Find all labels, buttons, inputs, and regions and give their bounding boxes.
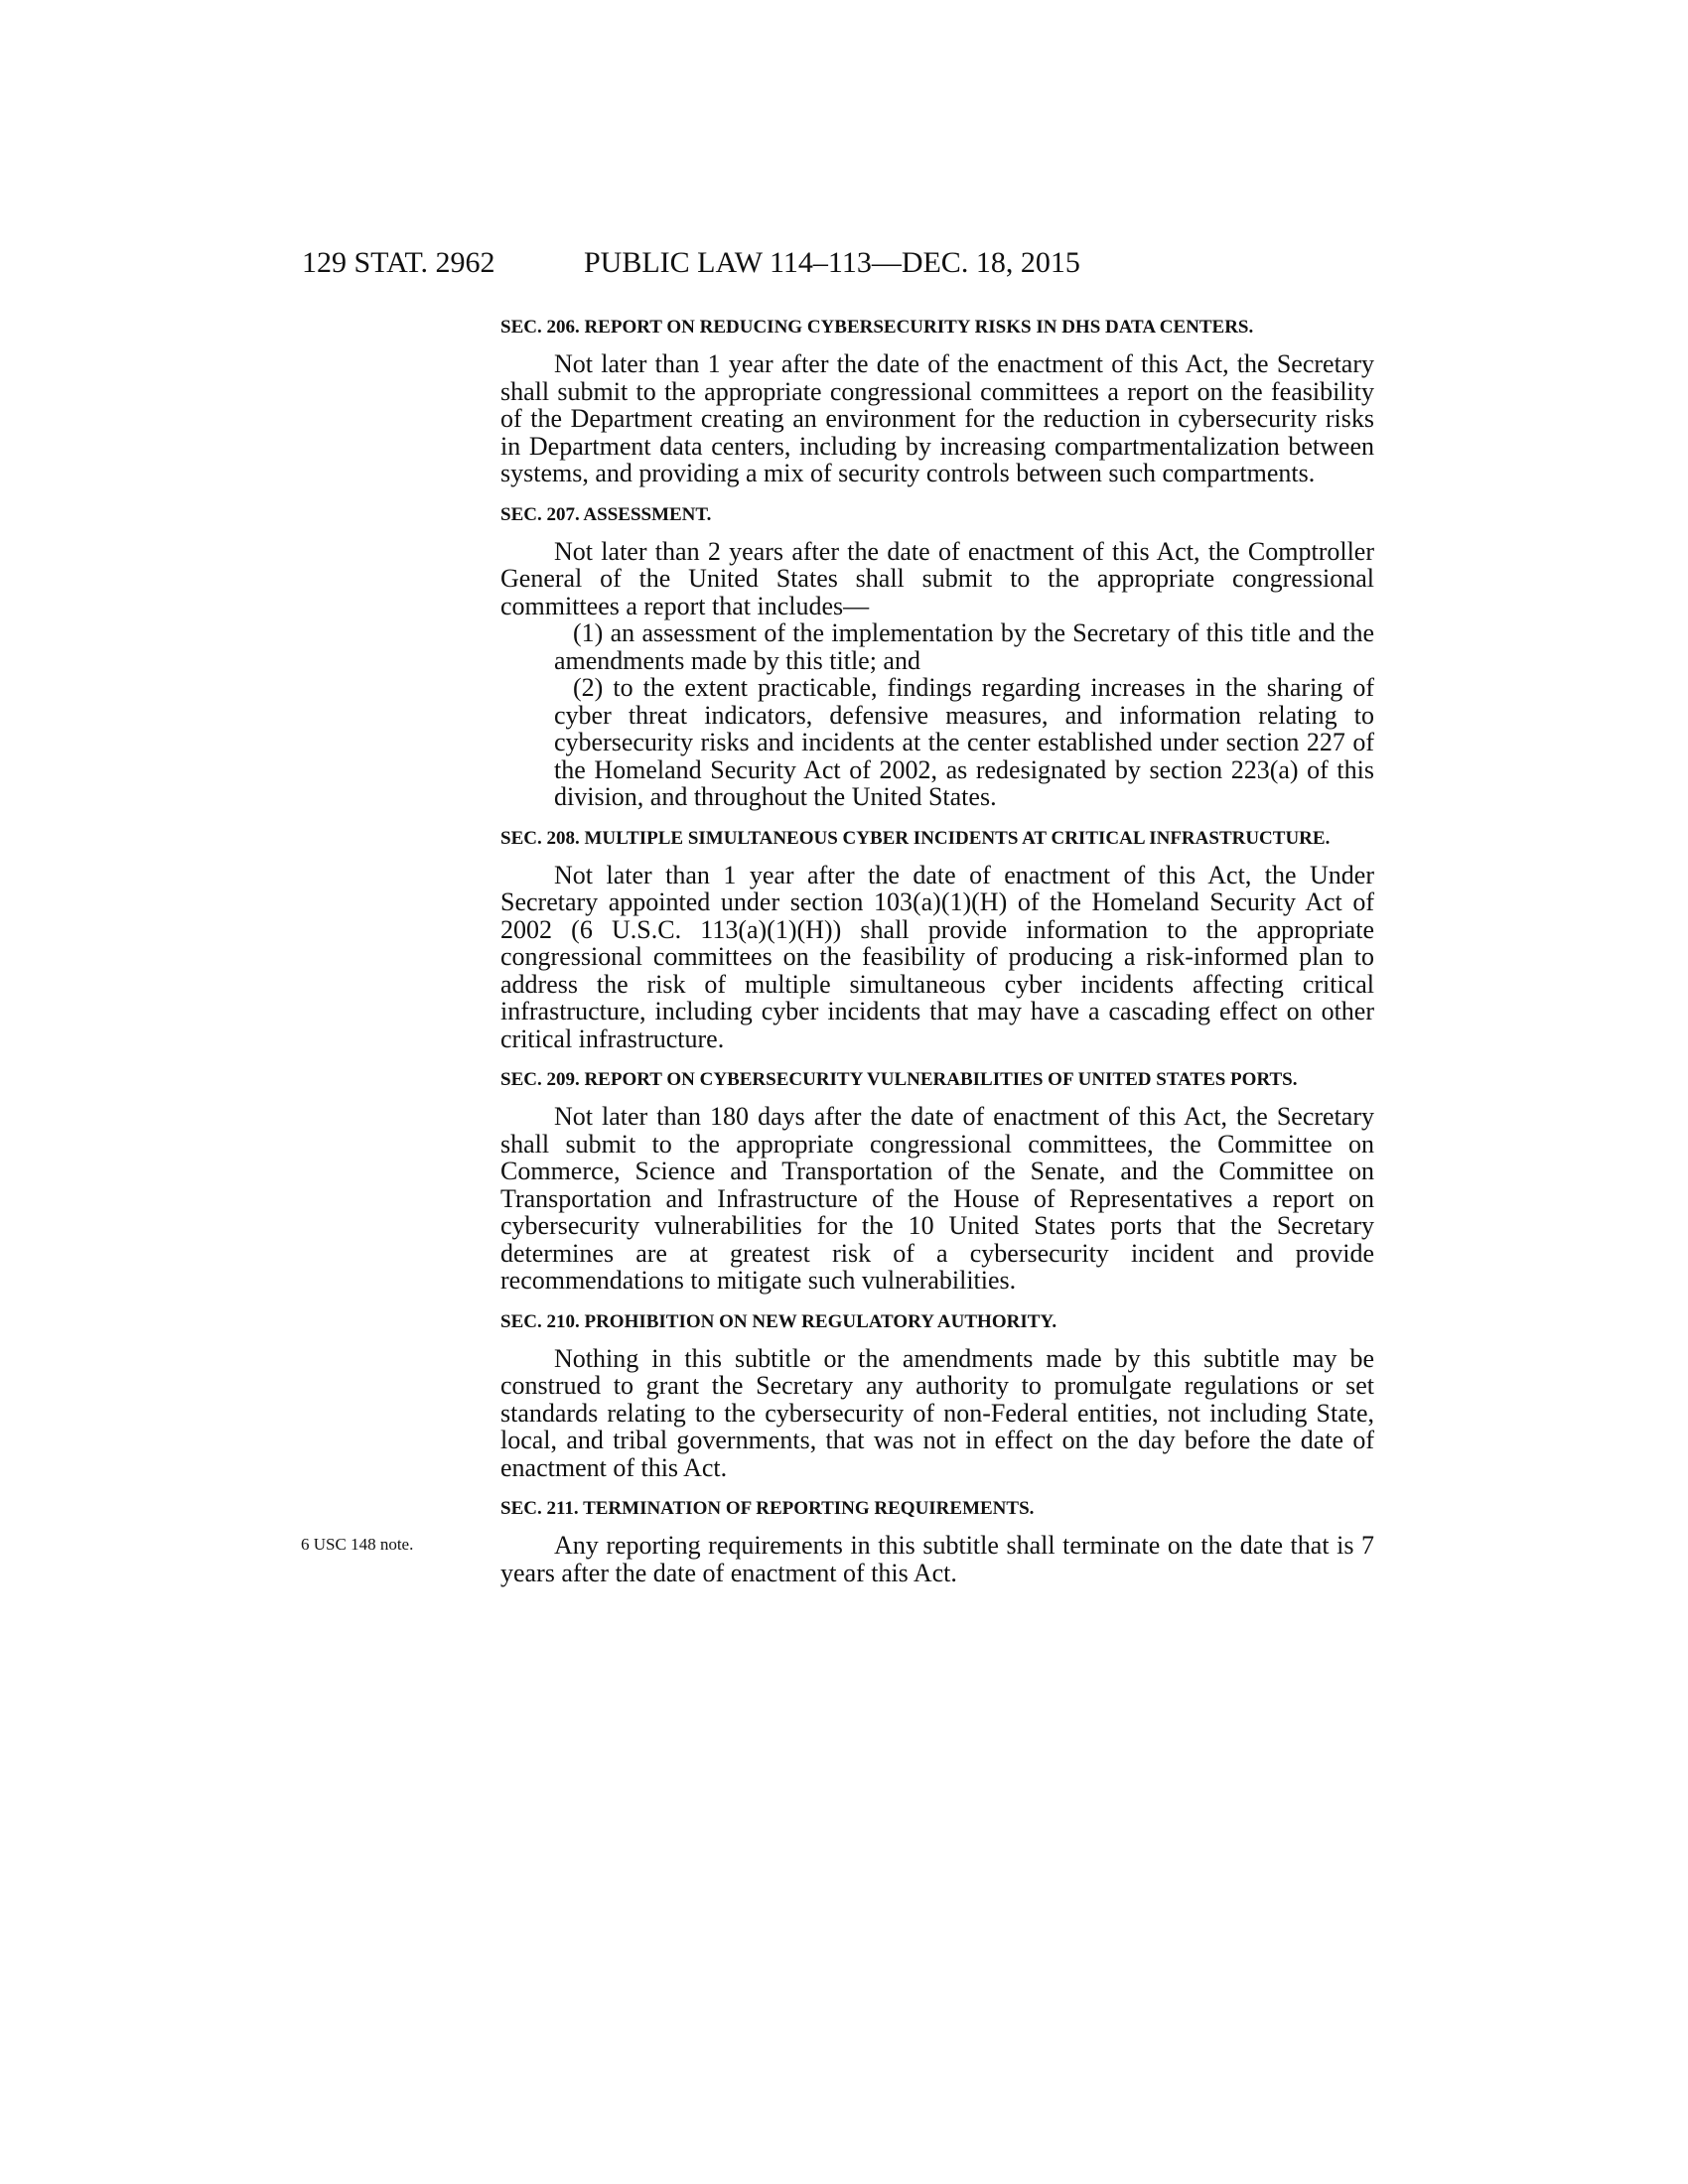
section-spacer [500,1052,1374,1068]
section-208-heading: SEC. 208. MULTIPLE SIMULTANEOUS CYBER INCIDENTS AT CRITICAL INFRASTRUCTURE. [500,827,1331,849]
section-207-item-1: (1) an assessment of the implementation by the Secretary of this title and the amendments made by this title; and [554,618,1374,675]
section-211 [500,1497,1374,1586]
document-body [500,316,1374,1586]
section-206-heading: SEC. 206. REPORT ON REDUCING CYBERSECURITY RISKS IN DHS DATA CENTERS. [500,317,1254,338]
section-spacer [500,1295,1374,1310]
section-210-text: Nothing in this subtitle or the amendments made by this subtitle may be construed to grant the Secretary any authority to promulgate regulations or set standards relating to the cybersecurity of non-Federal entities, not including State, local, and tribal governments, that was not in effect on the day before the date of enactment of this Act. [500,1343,1374,1482]
section-spacer [500,811,1374,827]
section-spacer [500,487,1374,503]
section-207 [500,503,1374,811]
section-209 [500,1068,1374,1295]
section-207-item-2: (2) to the extent practicable, findings regarding increases in the sharing of cyber threat indicators, defensive measures, and information relating to cybersecurity risks and incidents at the center established under section 227 of the Homeland Security Act of 2002, as redesignated by section 223(a) of this division, and throughout the United States. [554,673,1374,811]
section-207-text: Not later than 2 years after the date of enactment of this Act, the Comptroller General of the United States shall submit to the appropriate congressional committees a report that includes— [500,536,1374,620]
margin-note-sec-210: 6 USC 148 note. [301,1535,414,1554]
section-209-heading: SEC. 209. REPORT ON CYBERSECURITY VULNERABILITIES OF UNITED STATES PORTS. [500,1069,1298,1090]
section-spacer [500,1481,1374,1497]
section-206 [500,316,1374,487]
section-206-text: Not later than 1 year after the date of the enactment of this Act, the Secretary shall submit to the appropriate congressional committees a report on the feasibility of the Department creating an environment for the reduction in cybersecurity risks in Department data centers, including by increasing compartmentalization between systems, and providing a mix of security controls between such compartments. [500,349,1374,487]
section-211-text: Any reporting requirements in this subtitle shall terminate on the date that is 7 years after the date of enactment of this Act. [500,1531,1374,1587]
page-header [0,246,1688,286]
section-208-text: Not later than 1 year after the date of enactment of this Act, the Under Secretary appointed under section 103(a)(1)(H) of the Homeland Security Act of 2002 (6 U.S.C. 113(a)(1)(H)) shall provide information to the appropriate congressional committees on the feasibility of producing a risk-informed plan to address the risk of multiple simultaneous cyber incidents affecting critical infrastructure, including cyber incidents that may have a cascading effect on other critical infrastructure. [500,860,1374,1053]
section-210-heading: SEC. 210. PROHIBITION ON NEW REGULATORY AUTHORITY. [500,1310,1057,1332]
section-208 [500,827,1374,1053]
section-211-heading: SEC. 211. TERMINATION OF REPORTING REQUIREMENTS. [500,1498,1035,1519]
section-207-heading: SEC. 207. ASSESSMENT. [500,503,712,525]
section-209-text: Not later than 180 days after the date of enactment of this Act, the Secretary shall submit to the appropriate congressional committees, the Committee on Commerce, Science and Transportation of the Senate, and the Committee on Transportation and Infrastructure of the House of Representatives a report on cybersecurity vulnerabilities for the 10 United States ports that the Secretary determines are at greatest risk of a cybersecurity incident and provide recommendations to mitigate such vulnerabilities. [500,1102,1374,1295]
section-210 [500,1310,1374,1482]
public-law-title: PUBLIC LAW 114–113—DEC. 18, 2015 [584,246,1080,279]
statute-page-reference: 129 STAT. 2962 [302,246,495,279]
